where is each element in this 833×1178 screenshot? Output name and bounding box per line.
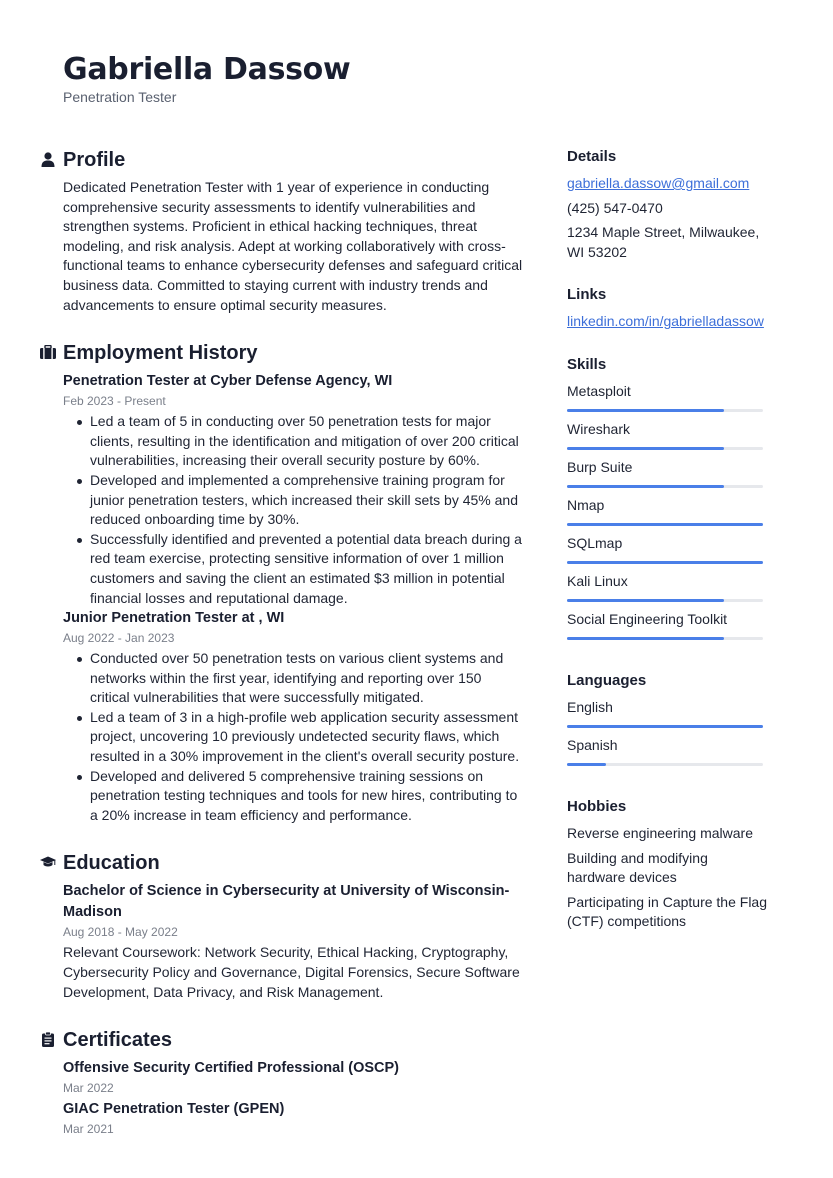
- employment-header: [63, 339, 523, 367]
- employment-section: [38, 339, 523, 825]
- job-dates: Aug 2022 - Jan 2023: [63, 631, 175, 646]
- hobbies-heading: Hobbies: [567, 797, 627, 815]
- language-level-track: [567, 763, 763, 766]
- linkedin-link[interactable]: linkedin.com/in/gabrielladassow: [567, 313, 764, 330]
- hobby-item: Participating in Capture the Flag (CTF) competitions: [567, 893, 767, 930]
- certificate-date: Mar 2021: [63, 1122, 114, 1137]
- main-column: [38, 146, 523, 1140]
- skill-item: [567, 458, 767, 496]
- skill-item: [567, 420, 767, 458]
- hobbies-block: [567, 796, 767, 932]
- degree-description: Relevant Coursework: Network Security, Ethical Hacking, Cryptography, Cybersecurity Policy and Governance, Digital Forensics, Secure Software Development, Data Privacy, and Risk Management.: [63, 944, 520, 1000]
- job-bullet: Successfully identified and prevented a potential data breach during a red team exercise, protecting sensitive information of over 1 million customers and saving the client an estimated $3 million in potential financial losses and reputational damage.: [90, 530, 523, 608]
- skill-item: [567, 382, 767, 420]
- language-label: English: [567, 698, 613, 715]
- certificates-section: [38, 1026, 523, 1138]
- graduation-cap-icon: [40, 854, 56, 870]
- job-bullet: Led a team of 5 in conducting over 50 penetration tests for major clients, resulting in the identification and mitigation of over 200 critical vulnerabilities, increasing their overall security posture by 60%.: [90, 412, 523, 471]
- skill-label: Social Engineering Toolkit: [567, 610, 728, 627]
- language-item: [567, 698, 767, 736]
- language-level-track: [567, 725, 763, 728]
- skill-level-track: [567, 599, 763, 602]
- education-section: [38, 849, 523, 1002]
- skill-level-fill: [567, 561, 763, 564]
- address: 1234 Maple Street, Milwaukee, WI 53202: [567, 224, 760, 260]
- skill-level-fill: [567, 637, 724, 640]
- details-heading: Details: [567, 148, 617, 165]
- employment-title: Employment History: [63, 342, 258, 365]
- certificate-title: GIAC Penetration Tester (GPEN): [63, 1101, 285, 1118]
- certificates-header: [63, 1026, 523, 1054]
- job-bullet: Developed and implemented a comprehensive training program for junior penetration testers, which increased their skill sets by 45% and reduced onboarding time by 30%.: [90, 471, 523, 530]
- language-level-fill: [567, 725, 763, 728]
- details-block: [567, 146, 767, 262]
- skill-level-track: [567, 637, 763, 640]
- candidate-title: Penetration Tester: [63, 89, 177, 105]
- skill-label: Burp Suite: [567, 458, 633, 475]
- links-heading: Links: [567, 286, 607, 304]
- skill-level-track: [567, 485, 763, 488]
- skill-level-fill: [567, 447, 724, 450]
- languages-heading: Languages: [567, 671, 647, 689]
- job-bullet: Conducted over 50 penetration tests on various client systems and networks within the first year, identifying and reporting over 150 critical vulnerabilities that were successfully mitigated.: [90, 649, 523, 708]
- languages-block: [567, 670, 767, 774]
- candidate-name: Gabriella Dassow: [63, 52, 351, 87]
- certificate-date: Mar 2022: [63, 1081, 114, 1096]
- job-bullets: [63, 649, 523, 825]
- skill-label: Kali Linux: [567, 572, 628, 589]
- skill-level-fill: [567, 409, 724, 412]
- skills-heading: Skills: [567, 355, 607, 373]
- certificates-title: Certificates: [63, 1029, 172, 1052]
- skill-label: Metasploit: [567, 382, 631, 399]
- hobby-item: Reverse engineering malware: [567, 824, 753, 841]
- job-bullets: [63, 412, 523, 608]
- skill-item: [567, 572, 767, 610]
- skill-level-track: [567, 561, 763, 564]
- job-title: Penetration Tester at Cyber Defense Agency, WI: [63, 373, 393, 390]
- skill-item: [567, 496, 767, 534]
- hobby-item: Building and modifying hardware devices: [567, 849, 708, 886]
- job-entry: [63, 608, 523, 825]
- skill-label: Nmap: [567, 496, 605, 513]
- language-label: Spanish: [567, 736, 618, 753]
- skill-level-track: [567, 523, 763, 526]
- job-dates: Feb 2023 - Present: [63, 394, 166, 409]
- education-header: [63, 849, 523, 877]
- profile-header: [63, 146, 523, 174]
- briefcase-icon: [40, 344, 56, 360]
- job-entry: [63, 371, 523, 608]
- job-bullet: Led a team of 3 in a high-profile web application security assessment project, uncovering 10 previously undetected security flaws, which resulted in a 30% improvement in the client's overall security posture.: [90, 708, 523, 767]
- resume-header: [63, 52, 763, 106]
- sidebar-column: [567, 146, 767, 954]
- job-title: Junior Penetration Tester at , WI: [63, 610, 285, 627]
- skill-level-track: [567, 409, 763, 412]
- skill-level-fill: [567, 523, 763, 526]
- language-item: [567, 736, 767, 774]
- skill-level-track: [567, 447, 763, 450]
- degree-title: Bachelor of Science in Cybersecurity at University of Wisconsin-Madison: [63, 883, 510, 921]
- skill-label: SQLmap: [567, 534, 623, 551]
- skill-item: [567, 610, 767, 648]
- degree-dates: Aug 2018 - May 2022: [63, 925, 178, 940]
- skill-level-fill: [567, 485, 724, 488]
- languages-list: [567, 698, 767, 774]
- education-title: Education: [63, 852, 160, 875]
- skills-list: [567, 382, 767, 648]
- email-link[interactable]: gabriella.dassow@gmail.com: [567, 175, 750, 191]
- skill-item: [567, 534, 767, 572]
- links-block: [567, 284, 767, 332]
- skill-label: Wireshark: [567, 420, 631, 437]
- certificate-title: Offensive Security Certified Professional (OSCP): [63, 1060, 400, 1077]
- language-level-fill: [567, 763, 606, 766]
- profile-title: Profile: [63, 149, 126, 171]
- phone-number: (425) 547-0470: [567, 199, 663, 216]
- job-bullet: Developed and delivered 5 comprehensive training sessions on penetration testing techniques and tools for new hires, contributing to a 20% increase in team efficiency and performance.: [90, 767, 523, 826]
- person-icon: [40, 151, 56, 167]
- skills-block: [567, 354, 767, 648]
- profile-summary: Dedicated Penetration Tester with 1 year of experience in conducting comprehensive security assessments to identify vulnerabilities and strengthen systems. Proficient in ethical hacking techniques, threat modeling, and risk analysis. Adept at working collaboratively with cross-functional teams to enhance cybersecurity defenses and safeguard critical business data. Committed to staying current with industry trends and advancements to ensure optimal security measures.: [63, 179, 523, 313]
- clipboard-icon: [40, 1031, 56, 1047]
- profile-section: [38, 146, 523, 315]
- skill-level-fill: [567, 599, 724, 602]
